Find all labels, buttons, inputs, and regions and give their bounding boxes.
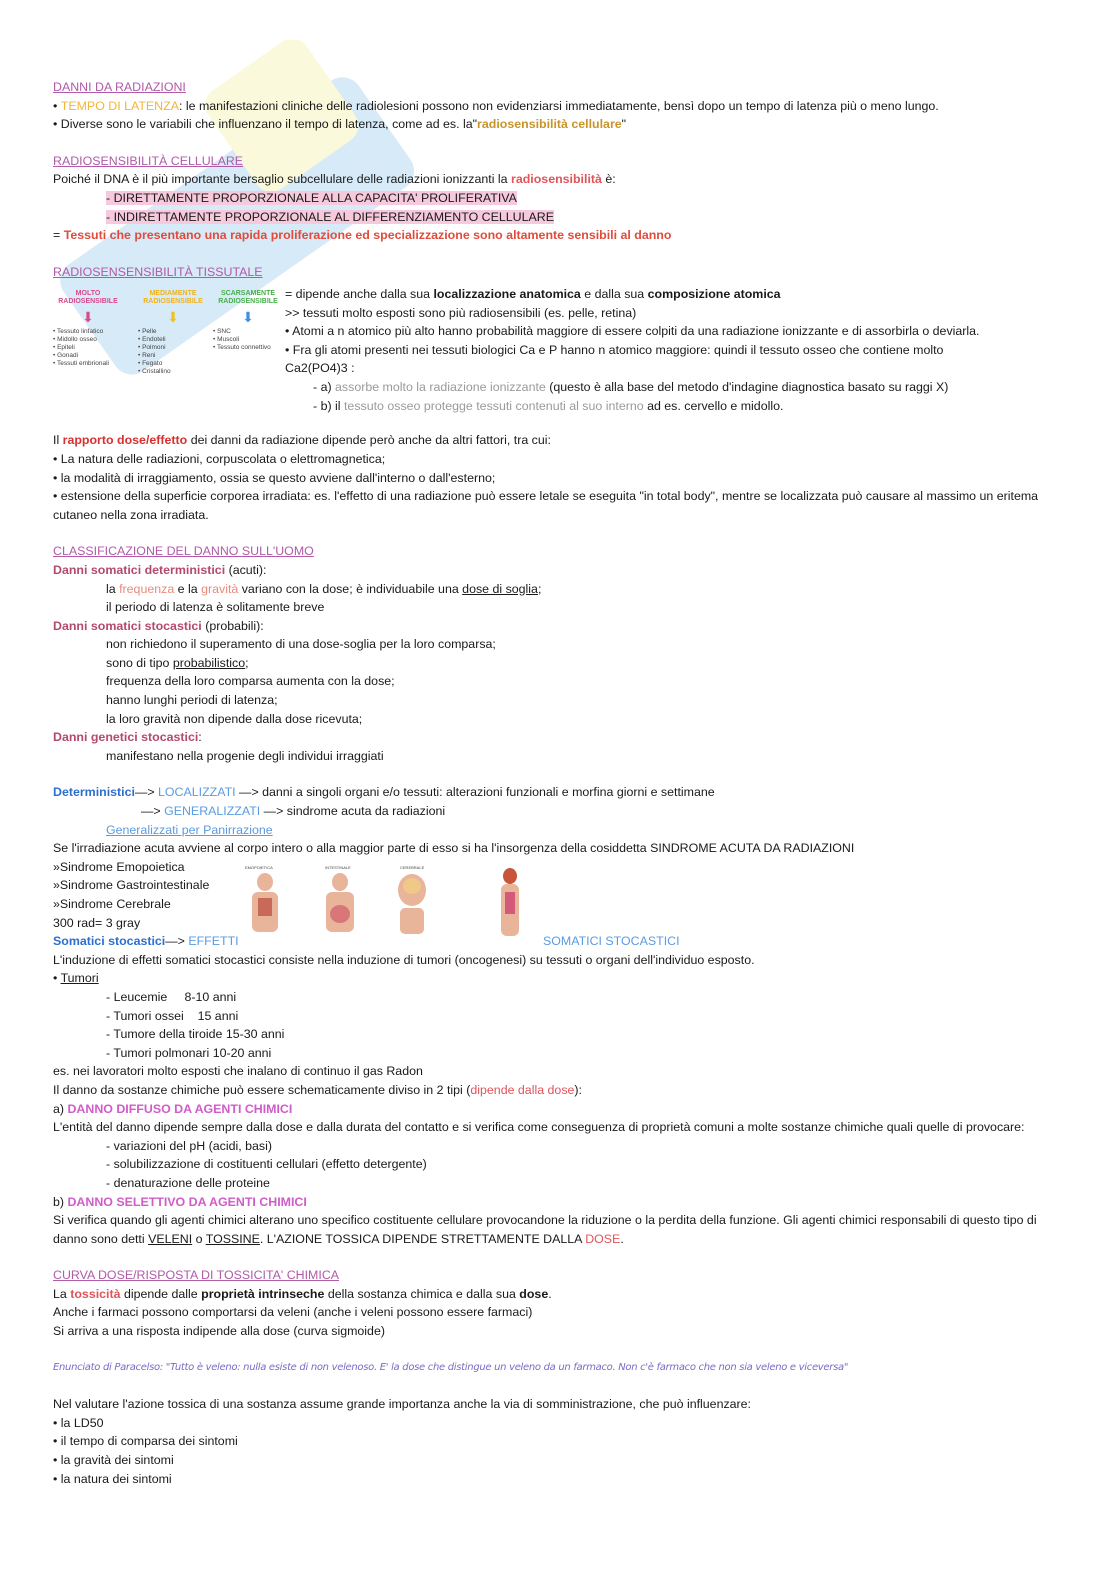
text: •: [53, 971, 61, 986]
line: - Tumori polmonari 10-20 anni: [106, 1045, 272, 1060]
line: - solubilizzazione di costituenti cellulari (effetto detergente): [106, 1157, 427, 1172]
keyword: dose di soglia: [462, 581, 538, 596]
text: :: [198, 730, 202, 745]
keyword: DANNO DIFFUSO DA AGENTI CHIMICI: [67, 1101, 293, 1116]
section-title-danni-radiazioni: DANNI DA RADIAZIONI: [53, 80, 186, 94]
keyword: SOMATICI STOCASTICI: [543, 934, 680, 949]
text: —> sindrome acuta da radiazioni: [260, 804, 446, 819]
bullet-direttamente: [53, 189, 1063, 208]
line-sindrome-cerebrale: »Sindrome Cerebrale: [53, 897, 171, 911]
link-generalizzati[interactable]: [53, 821, 1063, 840]
column-mediamente: [138, 290, 208, 376]
keyword: composizione atomica: [647, 287, 781, 301]
line: - Tumori ossei 15 anni: [106, 1008, 239, 1023]
column-items: • SNC • Muscoli • Tessuto connettivo: [213, 328, 271, 351]
line: Anche i farmaci possono comportarsi da veleni (anche i veleni possono essere farmaci): [53, 1305, 533, 1320]
keyword: DANNO SELETTIVO DA AGENTI CHIMICI: [67, 1194, 307, 1209]
heading-danno-selettivo: [53, 1193, 1063, 1212]
text: . L'AZIONE TOSSICA DIPENDE STRETTAMENTE DALLA: [259, 1231, 586, 1246]
text: della sostanza chimica e dalla sua: [324, 1286, 520, 1301]
link-text[interactable]: Generalizzati per Panirrazione: [106, 822, 273, 837]
figure-label: EMOPOIETICA: [245, 865, 273, 870]
keyword: TOSSINE: [205, 1231, 260, 1246]
line-frequenza: [53, 580, 1063, 599]
keyword: Danni somatici deterministici: [53, 562, 226, 577]
line-tumori: [53, 969, 1063, 988]
keyword: frequenza: [119, 581, 175, 596]
line: Nel valutare l'azione tossica di una sostanza assume grande importanza anche la via di somministrazione, che può influenzare:: [53, 1397, 752, 1412]
line: [285, 397, 1055, 416]
text: .: [548, 1286, 552, 1301]
text: e dalla sua: [580, 287, 648, 301]
column-title: MOLTO RADIOSENSIBILE: [58, 290, 118, 305]
text: (acuti):: [225, 562, 267, 577]
paragraph-variabili: [53, 115, 1063, 134]
text: b): [53, 1194, 68, 1209]
column-title: MEDIAMENTE RADIOSENSIBILE: [143, 290, 203, 305]
text: a): [53, 1101, 68, 1116]
text: - a): [313, 379, 336, 394]
line: manifestano nella progenie degli individui irraggiati: [106, 748, 384, 763]
highlight: - DIRETTAMENTE PROPORZIONALE ALLA CAPACITA' PROLIFERATIVA: [106, 190, 517, 205]
line: L'induzione di effetti somatici stocastici consiste nella induzione di tumori (oncogenesi) su tessuti o organi dell'individuo esposto.: [53, 952, 755, 967]
text: : le manifestazioni cliniche delle radiolesioni possono non evidenziarsi immediatamente, bensì dopo un tempo di latenza più o meno lungo.: [178, 98, 939, 113]
bullet: • la natura dei sintomi: [53, 1471, 172, 1486]
text: —>: [165, 934, 189, 949]
figure-emopoietica: [245, 865, 278, 932]
line-somatici-stocastici: [53, 932, 1063, 951]
arrow-down-icon: ⬇: [82, 309, 94, 325]
text: ad es. cervello e midollo.: [643, 398, 784, 413]
column-items: • Tessuto linfatico • Midollo osseo • Epiteli • Gonadi • Tessuti embrionali: [53, 328, 109, 367]
text: .: [620, 1231, 624, 1246]
text: dipende dalle: [120, 1286, 202, 1301]
keyword: VELENI: [148, 1231, 193, 1246]
keyword-radiosensibilita: radiosensibilità cellulare: [477, 117, 622, 132]
bullet: • il tempo di comparsa dei sintomi: [53, 1434, 238, 1449]
keyword: EFFETTI: [188, 934, 239, 949]
keyword: tessuto osseo protegge tessuti contenuti al suo interno: [343, 398, 644, 413]
line: - Leucemie 8-10 anni: [106, 989, 237, 1004]
text: la: [106, 581, 120, 596]
column-items: • Pelle • Endoteli • Polmoni • Reni • Fegato • Cristallino: [138, 328, 171, 375]
column-title: SCARSAMENTE RADIOSENSIBILE: [218, 290, 278, 305]
radiosensitivity-figure: [53, 290, 283, 400]
paragraph-rapporto-dose: [53, 431, 1063, 450]
keyword: proprietà intrinseche: [201, 1286, 325, 1301]
text: —>: [141, 804, 165, 819]
line: - variazioni del pH (acidi, basi): [106, 1138, 272, 1153]
line: [285, 285, 1055, 304]
keyword-tempo-latenza: TEMPO DI LATENZA: [60, 98, 179, 113]
text: —> danni a singoli organi e/o tessuti: alterazioni funzionali e morfina giorni e settimane: [235, 785, 715, 800]
keyword: dose: [519, 1286, 549, 1301]
text: La: [53, 1286, 71, 1301]
line: [53, 654, 1063, 673]
keyword: probabilistico: [172, 655, 246, 670]
quote-paracelso: Enunciato di Paracelso: "Tutto è veleno: nulla esiste di non velenoso. E' la dose che distingue un veleno da un farmaco. Non c'è farmaco che non sia veleno e viceversa": [53, 1361, 849, 1373]
heading-stocastici: [53, 617, 1063, 636]
keyword: Deterministici: [53, 785, 135, 800]
text: ;: [245, 655, 249, 670]
line: [285, 378, 1055, 397]
keyword: Danni genetici stocastici: [53, 730, 199, 745]
figure-cerebrale: [398, 865, 426, 934]
text: variano con la dose; è individuabile una: [238, 581, 463, 596]
section-title-classificazione: CLASSIFICAZIONE DEL DANNO SULL'UOMO: [53, 544, 314, 559]
tissutale-text: [285, 285, 1055, 415]
line: • Fra gli atomi presenti nei tessuti biologici Ca e P hanno n atomico maggiore: quindi il tessuto osseo che contiene molto: [285, 342, 944, 357]
keyword: GENERALIZZATI: [164, 804, 261, 819]
line: Ca2(PO4)3 :: [285, 361, 355, 376]
line-latenza: il periodo di latenza è solitamente breve: [106, 600, 325, 615]
text: Poiché il DNA è il più importante bersaglio subcellulare delle radiazioni ionizzanti la: [53, 172, 512, 187]
figure-intestinale: [325, 865, 354, 932]
section-title-radiosensibilita-cellulare: RADIOSENSIBILITÀ CELLULARE: [53, 153, 244, 168]
text: è:: [601, 172, 616, 187]
figure-label: INTESTINALE: [325, 865, 351, 870]
syndrome-illustration: [240, 862, 550, 944]
column-molto: [53, 290, 123, 368]
line-generalizzati: [53, 802, 1063, 821]
text: o: [192, 1231, 206, 1246]
line-tossicita: [53, 1285, 1063, 1304]
keyword: rapporto dose/effetto: [62, 433, 188, 448]
figure-stocastici: [501, 868, 519, 936]
text: e la: [174, 581, 202, 596]
section-title-radiosensibilita-tissutale: RADIOSENSENSIBILITÀ TISSUTALE: [53, 264, 263, 279]
keyword: gravità: [201, 581, 239, 596]
text: Il danno da sostanze chimiche può essere schematicamente diviso in 2 tipi (: [53, 1082, 471, 1097]
bullet: • la LD50: [53, 1415, 104, 1430]
arrow-down-icon: ⬇: [167, 309, 179, 325]
text: ": [621, 117, 627, 132]
keyword: tossicità: [70, 1286, 121, 1301]
text: dei danni da radiazione dipende però anche da altri fattori, tra cui:: [187, 433, 551, 448]
text: =: [53, 228, 64, 243]
heading-deterministici: [53, 561, 1063, 580]
keyword: radiosensibilità: [511, 172, 602, 187]
bullet-natura: • La natura delle radiazioni, corpuscolata o elettromagnetica;: [53, 451, 386, 466]
paragraph-dna: [53, 170, 1063, 189]
keyword: localizzazione anatomica: [433, 287, 581, 301]
text: • Diverse sono le variabili che influenzano il tempo di latenza, come ad es. la": [53, 117, 478, 132]
line: - Tumore della tiroide 15-30 anni: [106, 1027, 285, 1042]
line: hanno lunghi periodi di latenza;: [106, 693, 278, 708]
line: non richiedono il superamento di una dose-soglia per la loro comparsa;: [106, 637, 496, 652]
text: Si verifica quando gli agenti chimici alterano uno specifico costituente cellulare provocandone la riduzione o la perdita della funzione. Gli agenti chimici responsabili di questo tipo di danno sono detti: [53, 1213, 1037, 1246]
text: = dipende anche dalla sua: [285, 287, 434, 301]
text: ;: [537, 581, 542, 596]
text: Il: [53, 433, 63, 448]
figure-label: CEREBRALE: [400, 865, 425, 870]
line: >> tessuti molto esposti sono più radiosensibili (es. pelle, retina): [285, 305, 637, 320]
bullet: • la gravità dei sintomi: [53, 1453, 174, 1468]
keyword: assorbe molto la radiazione ionizzante: [335, 379, 546, 394]
keyword: LOCALIZZATI: [158, 785, 236, 800]
line-gray: 300 rad= 3 gray: [53, 915, 141, 930]
text: - b) il: [313, 398, 344, 413]
line-deterministici: [53, 783, 1063, 802]
conclusion-text: Tessuti che presentano una rapida proliferazione ed specializzazione sono altamente sensibili al danno: [63, 228, 672, 243]
line: - denaturazione delle proteine: [106, 1175, 270, 1190]
text: (probabili):: [201, 618, 264, 633]
line: es. nei lavoratori molto esposti che inalano di continuo il gas Radon: [53, 1064, 423, 1079]
text: —>: [134, 785, 159, 800]
line-sindrome-gastro: »Sindrome Gastrointestinale: [53, 878, 210, 893]
line-danno-chimico: [53, 1081, 1063, 1100]
bullet-indirettamente: [53, 208, 1063, 227]
keyword: Tumori: [60, 971, 99, 986]
text: sono di tipo: [106, 655, 173, 670]
line: frequenza della loro comparsa aumenta con la dose;: [106, 674, 395, 689]
line: Si arriva a una risposta indipende alla dose (curva sigmoide): [53, 1324, 385, 1339]
line-veleni: [53, 1211, 1063, 1248]
text: (questo è alla base del metodo d'indagine diagnostica basato su raggi X): [545, 379, 949, 394]
line-sindrome-emopoietica: »Sindrome Emopoietica: [53, 859, 185, 874]
line: Se l'irradiazione acuta avviene al corpo intero o alla maggior parte di esso si ha l'insorgenza della cosiddetta SINDROME ACUTA DA RADIAZIONI: [53, 841, 855, 856]
conclusion: [53, 226, 1063, 245]
line: la loro gravità non dipende dalla dose ricevuta;: [106, 711, 363, 726]
heading-danno-diffuso: [53, 1100, 1063, 1119]
text: ):: [574, 1082, 582, 1097]
keyword: Somatici stocastici: [53, 934, 166, 949]
section-title-curva-dose: CURVA DOSE/RISPOSTA DI TOSSICITA' CHIMICA: [53, 1268, 340, 1283]
line: • Atomi a n atomico più alto hanno probabilità maggiore di essere colpiti da una radiazione ionizzante e di assorbirla o deviarla.: [285, 324, 980, 339]
keyword: DOSE: [585, 1231, 621, 1246]
column-scarsamente: [213, 290, 283, 352]
line: L'entità del danno dipende sempre dalla dose e dalla durata del contatto e si verifica come conseguenza di proprietà comuni a molte sostanze chimiche quali quelle di provocare:: [53, 1120, 1025, 1135]
arrow-down-icon: ⬇: [242, 309, 254, 325]
keyword: Danni somatici stocastici: [53, 618, 202, 633]
bullet-estensione: • estensione della superficie corporea irradiata: es. l'effetto di una radiazione può essere letale se eseguita "in total body", mentre se localizzata può causare al massimo un eritema cutaneo nella zona irradiata.: [53, 489, 1039, 522]
bullet-modalita: • la modalità di irraggiamento, ossia se questo avviene dall'interno o dall'esterno;: [53, 470, 496, 485]
paragraph-tempo-latenza: • TEMPO DI LATENZA: le manifestazioni cliniche delle radiolesioni possono non evidenziarsi immediatamente, bensì dopo un tempo di latenza più o meno lungo.: [53, 98, 939, 113]
heading-genetici: [53, 728, 1063, 747]
keyword: dipende dalla dose: [470, 1082, 575, 1097]
highlight: - INDIRETTAMENTE PROPORZIONALE AL DIFFERENZIAMENTO CELLULARE: [106, 209, 554, 224]
